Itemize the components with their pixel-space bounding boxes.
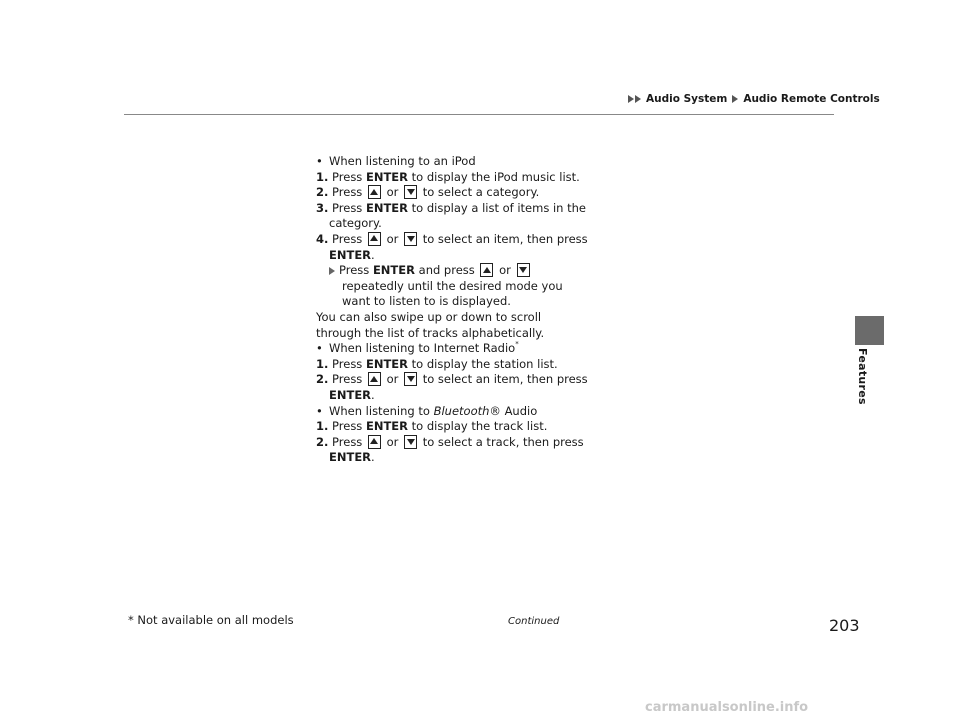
bluetooth-step-2: 2. Press or to select a track, then press <box>316 434 584 449</box>
breadcrumb-arrows-icon <box>628 95 641 103</box>
down-arrow-key-icon <box>404 185 417 199</box>
instructions-body <box>316 154 588 466</box>
radio-step-2: 2. Press or to select an item, then press <box>316 372 588 387</box>
watermark: carmanualsonline.info <box>645 700 809 715</box>
down-arrow-key-icon <box>404 232 417 246</box>
ipod-step-2: 2. Press or to select a category. <box>316 185 540 200</box>
footnote: * Not available on all models <box>128 613 294 627</box>
bullet-icon: • <box>316 341 323 356</box>
breadcrumb-separator-icon <box>732 95 738 103</box>
section-tab-marker <box>855 316 884 345</box>
radio-heading: • When listening to Internet Radio* <box>316 340 519 356</box>
continued-label: Continued <box>508 616 560 627</box>
bluetooth-heading: • When listening to Bluetooth® Audio <box>316 403 538 418</box>
section-tab-label: Features <box>856 348 869 405</box>
radio-step-2-cont: ENTER. <box>329 387 375 402</box>
down-arrow-key-icon <box>517 263 530 277</box>
note-arrow-icon <box>329 267 335 275</box>
down-arrow-key-icon <box>404 372 417 386</box>
ipod-note-cont-1: repeatedly until the desired mode you <box>342 278 563 293</box>
ipod-step-1: 1. Press ENTER to display the iPod music list. <box>316 169 580 184</box>
up-arrow-key-icon <box>368 435 381 449</box>
breadcrumb-item-audio-system[interactable]: Audio System <box>646 93 728 105</box>
swipe-text-1: You can also swipe up or down to scroll <box>316 309 542 324</box>
up-arrow-key-icon <box>368 372 381 386</box>
ipod-step-3: 3. Press ENTER to display a list of items in the <box>316 200 586 215</box>
bullet-icon: • <box>316 154 323 168</box>
down-arrow-key-icon <box>404 435 417 449</box>
ipod-step-4-cont: ENTER. <box>329 247 375 262</box>
breadcrumb <box>628 93 880 105</box>
ipod-note-cont-2: want to listen to is displayed. <box>342 294 511 309</box>
ipod-note: Press ENTER and press or <box>316 263 566 279</box>
ipod-heading: • When listening to an iPod <box>316 154 476 168</box>
swipe-text-2: through the list of tracks alphabetically. <box>316 325 545 340</box>
up-arrow-key-icon <box>368 232 381 246</box>
page-number: 203 <box>829 616 860 635</box>
up-arrow-key-icon <box>480 263 493 277</box>
header-divider <box>124 114 834 115</box>
breadcrumb-item-audio-remote-controls[interactable]: Audio Remote Controls <box>743 93 880 105</box>
radio-step-1: 1. Press ENTER to display the station list. <box>316 356 558 371</box>
bluetooth-step-1: 1. Press ENTER to display the track list. <box>316 419 548 434</box>
ipod-step-3-cont: category. <box>329 216 382 231</box>
bullet-icon: • <box>316 403 323 418</box>
up-arrow-key-icon <box>368 185 381 199</box>
bluetooth-step-2-cont: ENTER. <box>329 450 375 465</box>
ipod-step-4: 4. Press or to select an item, then press <box>316 231 588 246</box>
